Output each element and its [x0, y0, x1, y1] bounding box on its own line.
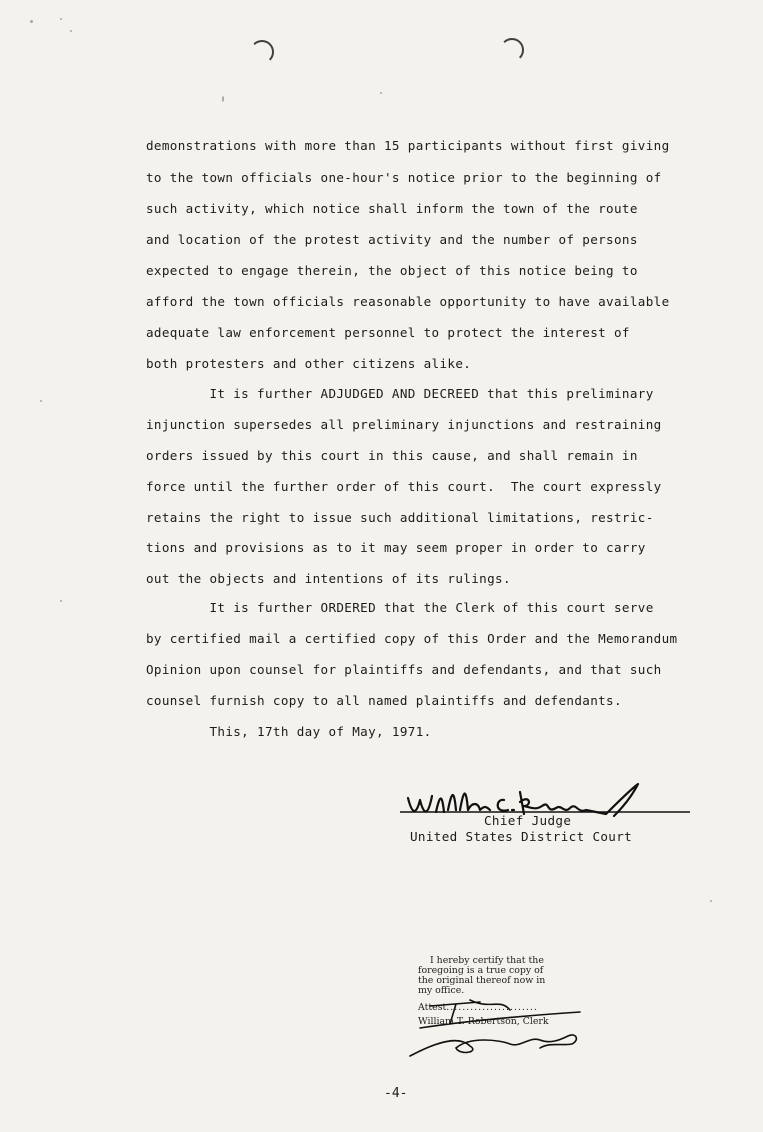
- body-line-11: orders issued by this court in this cause, and shall remain in: [146, 448, 638, 463]
- body-line-19: counsel furnish copy to all named plaintiffs and defendants.: [146, 693, 622, 708]
- cert-line-4: my office.: [418, 985, 465, 996]
- clerk-name: William T. Robertson, Clerk: [418, 1016, 549, 1027]
- body-line-12: force until the further order of this court. The court expressly: [146, 479, 662, 494]
- body-line-14: tions and provisions as to it may seem proper in order to carry: [146, 540, 646, 555]
- signature-court: United States District Court: [410, 829, 633, 844]
- body-line-16: It is further ORDERED that the Clerk of this court serve: [146, 600, 654, 615]
- attest-label: Attest.......................: [418, 1002, 538, 1013]
- body-line-10: injunction supersedes all preliminary injunctions and restraining: [146, 417, 662, 432]
- cert-line-3: the original thereof now in: [418, 975, 546, 986]
- scan-speck: [380, 92, 382, 94]
- body-line-17: by certified mail a certified copy of this Order and the Memorandum: [146, 631, 678, 646]
- scan-speck: [70, 30, 72, 32]
- body-line-9: It is further ADJUDGED AND DECREED that this preliminary: [146, 386, 654, 401]
- clerk-signature: [400, 996, 600, 1066]
- scan-speck: [60, 600, 62, 602]
- body-line-3: such activity, which notice shall inform the town of the route: [146, 201, 638, 216]
- body-line-6: afford the town officials reasonable opportunity to have available: [146, 294, 670, 309]
- cert-line-1: I hereby certify that the: [430, 955, 544, 966]
- body-line-1: demonstrations with more than 15 participants without first giving: [146, 138, 670, 153]
- scan-speck: [40, 400, 42, 402]
- signature-title: Chief Judge: [484, 813, 572, 828]
- page-number: -4-: [384, 1086, 408, 1101]
- scan-speck: [30, 20, 33, 23]
- scan-speck: [60, 18, 62, 20]
- cert-line-2: foregoing is a true copy of: [418, 965, 544, 976]
- scan-speck: [710, 900, 712, 902]
- body-line-7: adequate law enforcement personnel to protect the interest of: [146, 325, 630, 340]
- body-line-5: expected to engage therein, the object of this notice being to: [146, 263, 638, 278]
- certification-stamp: [418, 956, 598, 996]
- body-line-2: to the town officials one-hour's notice prior to the beginning of: [146, 170, 662, 185]
- body-line-8: both protesters and other citizens alike.: [146, 356, 472, 371]
- body-line-15: out the objects and intentions of its rulings.: [146, 571, 511, 586]
- body-line-13: retains the right to issue such additional limitations, restric-: [146, 510, 654, 525]
- punch-hole-mark-right: [500, 38, 524, 62]
- punch-hole-mark-left: [250, 40, 274, 64]
- scan-speck: [222, 96, 224, 102]
- body-line-4: and location of the protest activity and the number of persons: [146, 232, 638, 247]
- body-line-18: Opinion upon counsel for plaintiffs and defendants, and that such: [146, 662, 662, 677]
- date-line: This, 17th day of May, 1971.: [146, 724, 432, 739]
